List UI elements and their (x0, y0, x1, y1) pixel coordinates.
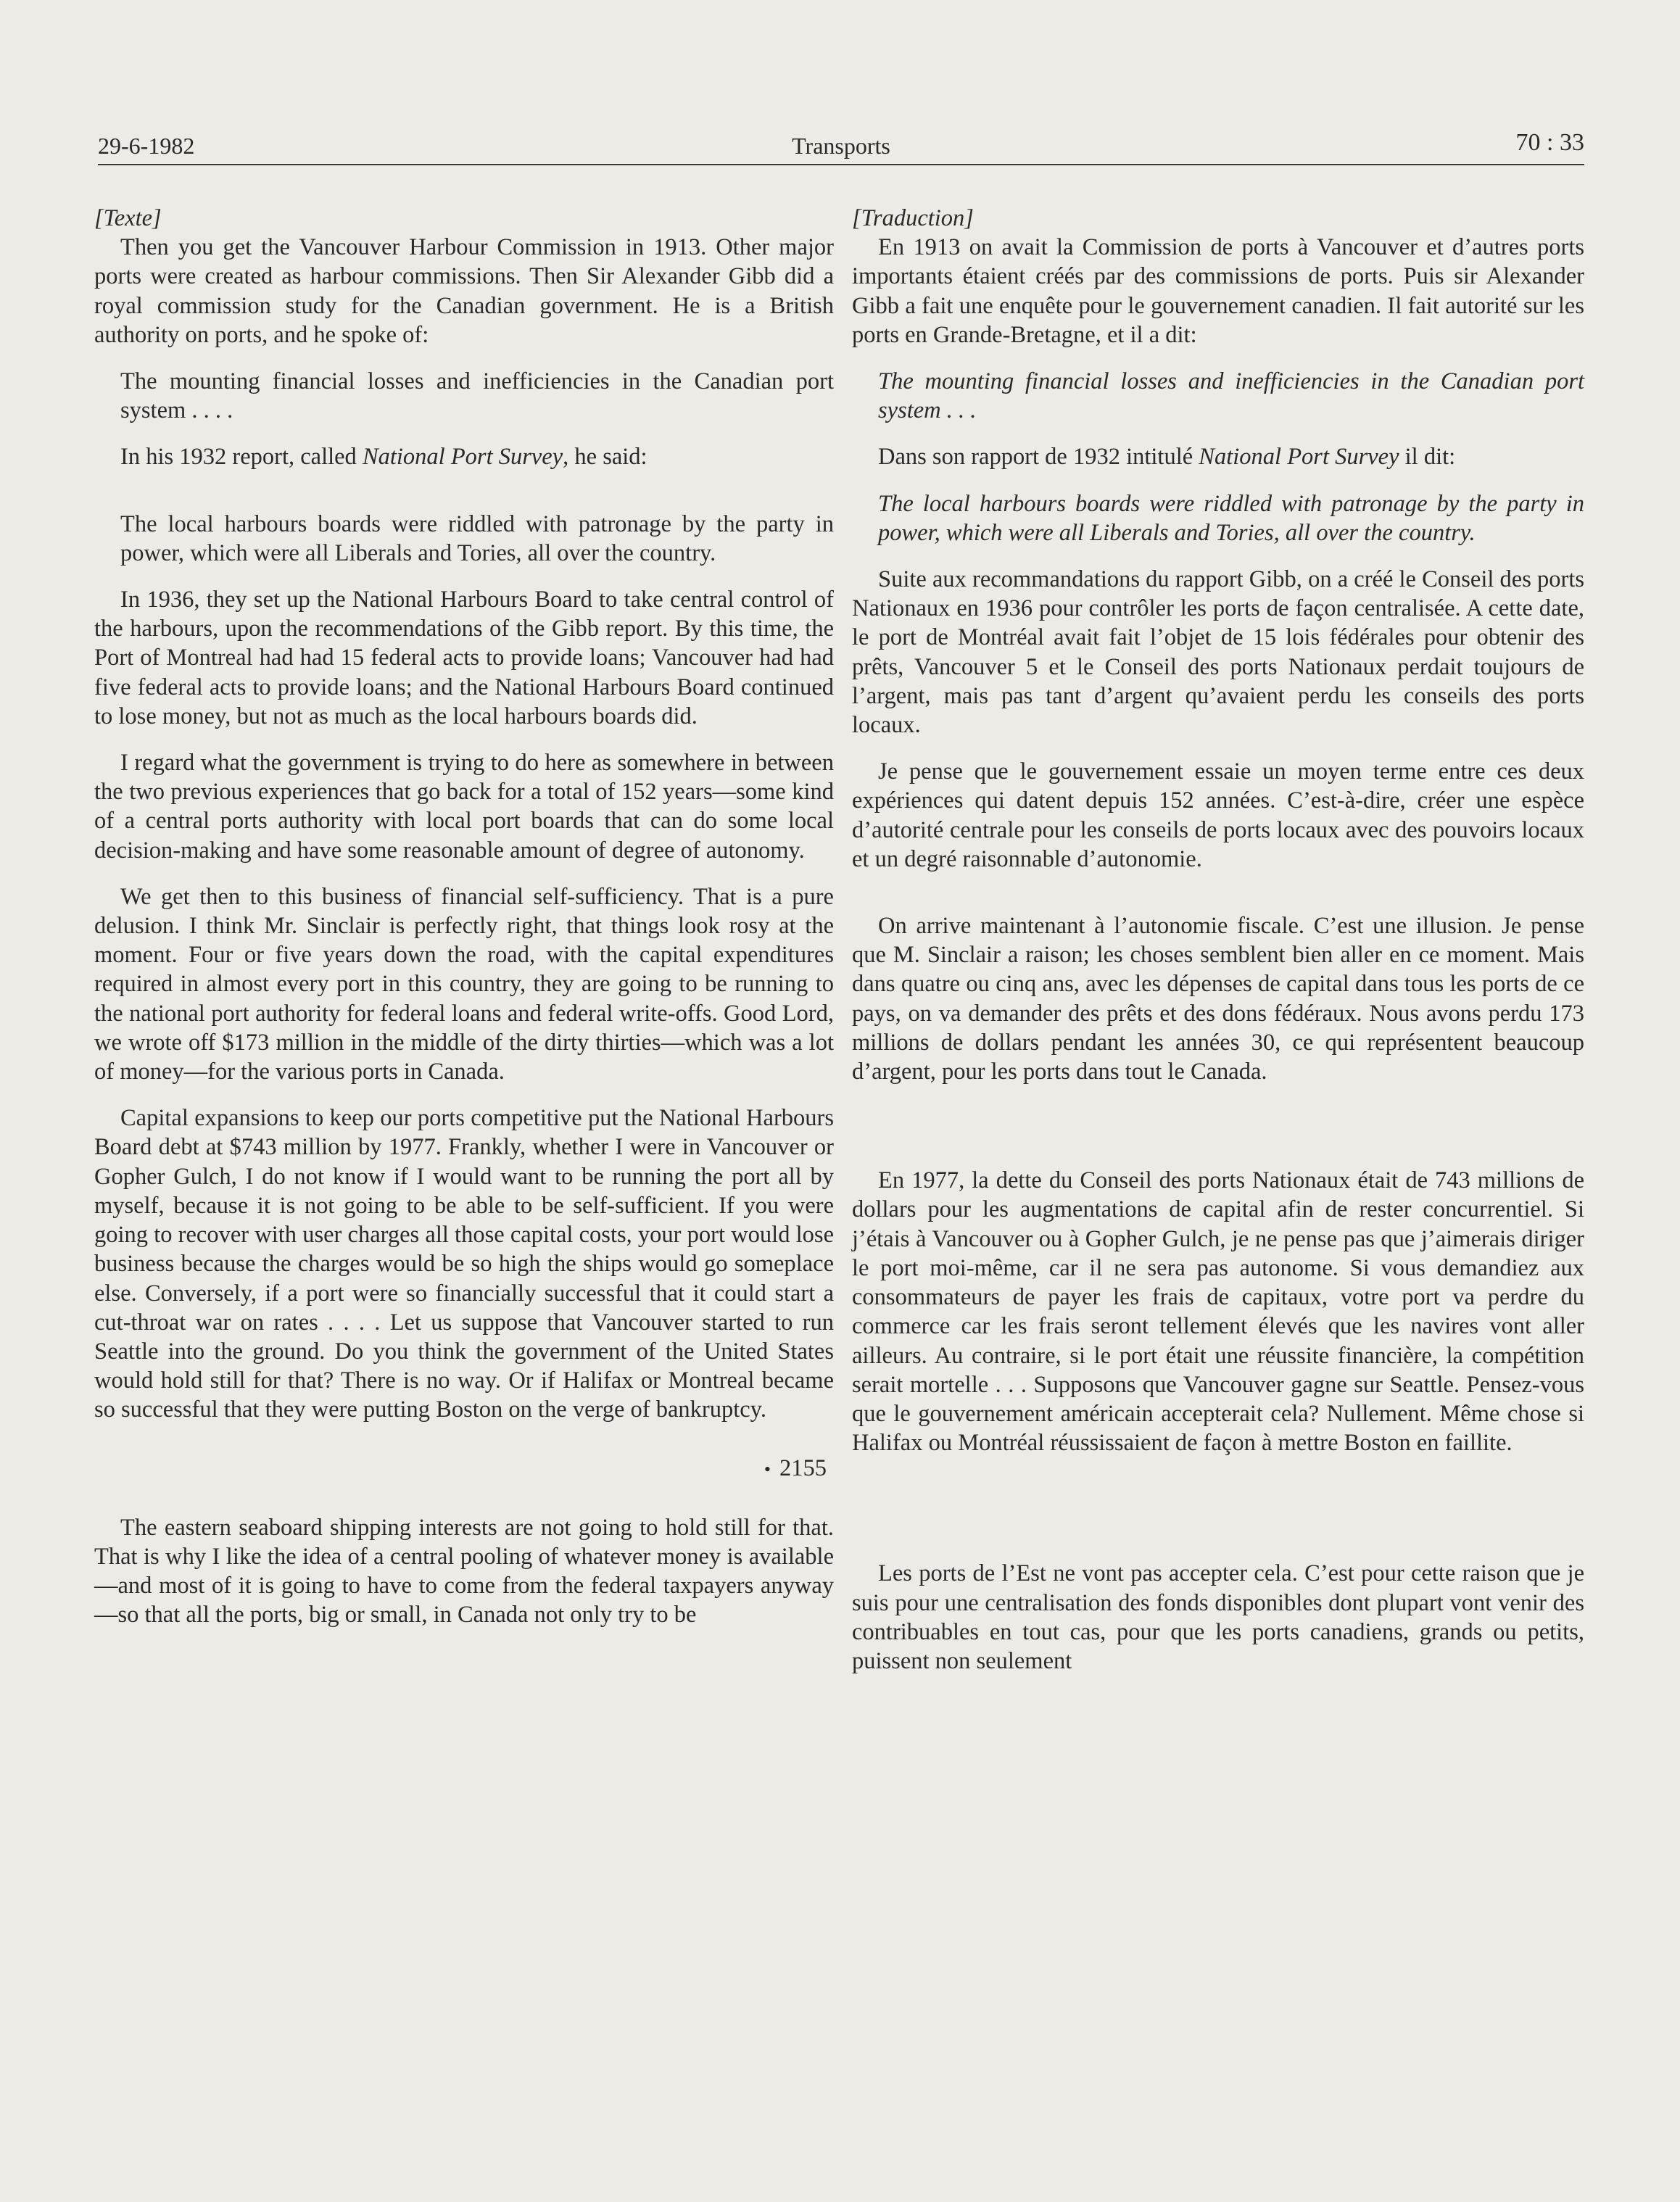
block-quote: The mounting financial losses and inefficiencies in the Canadian port system . . . (878, 368, 1584, 424)
paragraph: I regard what the government is trying to do here as somewhere in between the two previous experiences that go back for a total of 152 years—some kind of a central ports authority with local port boards that can do some local decision-making and have some reasonable amount of degree of autonomy. (94, 750, 834, 864)
bullet-icon: • (764, 1458, 771, 1480)
block-quote: The mounting financial losses and inefficiencies in the Canadian port system . . . . (120, 368, 834, 424)
paragraph: Capital expansions to keep our ports competitive put the National Harbours Board debt at $743 million by 1977. Frankly, whether I were in Vancouver or Gopher Gulch, I do not know if I would want to be running the port all by myself, because it is not going to be able to be self-sufficient. If you were going to recover with user charges all those capital costs, your port would lose business because the charges would be so high the ships would go someplace else. Conversely, if a port were so financially successful that it could start a cut-throat war on rates . . . . Let us suppose that Vancouver started to run Seattle into the ground. Do you think the government of the United States would hold still for that? There is no way. Or if Halifax or Montreal became so successful that they were putting Boston on the verge of bankruptcy. (94, 1105, 834, 1423)
paragraph: In 1936, they set up the National Harbours Board to take central control of the harbours, upon the recommendations of the Gibb report. By this time, the Port of Montreal had had 15 federal acts to provide loans; Vancouver had had five federal acts to provide loans; and the National Harbours Board continued to lose money, but not as much as the local harbours boards did. (94, 587, 834, 729)
paragraph: Suite aux recommandations du rapport Gibb, on a créé le Conseil des ports Nationaux en 1936 pour contrôler les ports de façon centralisée. A cette date, le port de Montréal avait fait l’objet de 15 lois fédérales pour obtenir des prêts, Vancouver 5 et le Conseil des ports Nationaux perdait toujours de l’argent, mais pas tant d’argent qu’avaient perdu les conseils des ports locaux. (852, 566, 1584, 739)
paragraph-text: , he said: (563, 444, 647, 471)
paragraph: En 1913 on avait la Commission de ports à Vancouver et d’autres ports importants étaient créés par des commissions de ports. Puis sir Alexander Gibb a fait une enquête pour le gouvernement canadien. Il fait autorité sur les ports en Grande-Bretagne, et il a dit: (852, 234, 1584, 348)
paragraph (852, 442, 1584, 471)
block-quote: The local harbours boards were riddled with patronage by the party in power, which were all Liberals and Tories, all over the country. (120, 510, 834, 566)
column-label: [Traduction] (852, 205, 974, 231)
paragraph: Je pense que le gouvernement essaie un moyen terme entre ces deux expériences qui datent depuis 152 années. C’est-à-dire, créer une espèce d’autorité centrale pour les conseils de ports locaux avec des pouvoirs locaux et un degré raisonnable d’autonomie. (852, 758, 1584, 872)
paragraph: En 1977, la dette du Conseil des ports Nationaux était de 743 millions de dollars pour les augmentations de capital afin de rester concurrentiel. Si j’étais à Vancouver ou à Gopher Gulch, je ne pense pas que j’aimerais diriger le port moi-même, car il ne sera pas autonome. Si vous demandiez aux consommateurs de payer les frais de capitaux, votre port va perdre du commerce car les frais seront tellement élevés que les navires vont aller ailleurs. Au contraire, si le port était une réussite financière, la compétition serait mortelle . . . Supposons que Vancouver gagne sur Seattle. Pensez-vous que le gouvernement américain accepterait cela? Nullement. Même chose si Halifax ou Montréal réussissaient de façon à mettre Boston en faillite. (852, 1167, 1584, 1457)
column-label: [Texte] (94, 205, 162, 231)
paragraph: We get then to this business of financial self-sufficiency. That is a pure delusion. I think Mr. Sinclair is perfectly right, that things look rosy at the moment. Four or five years down the road, with the capital expenditures required in almost every port in this country, they are going to be running to the national port authority for federal loans and federal write-offs. Good Lord, we wrote off $173 million in the middle of the dirty thirties—which was a lot of money—for the various ports in Canada. (94, 883, 834, 1085)
page-header (98, 125, 1584, 165)
paragraph (94, 442, 834, 471)
right-column-text (852, 204, 1584, 2045)
paragraph: The eastern seaboard shipping interests are not going to hold still for that. That is why I like the idea of a central pooling of whatever money is available—and most of it is going to have to come from the federal taxpayers anyway—so that all the ports, big or small, in Canada not only try to be (94, 1514, 834, 1628)
paragraph-text: Dans son rapport de 1932 intitulé (878, 444, 1199, 471)
header-rule (98, 164, 1584, 165)
paragraph-text: In his 1932 report, called (120, 444, 363, 471)
time-marker (94, 1454, 834, 1484)
marker-number: 2155 (779, 1454, 827, 1481)
header-title: Transports (792, 133, 890, 159)
header-date: 29-6-1982 (98, 133, 195, 159)
report-title: National Port Survey (1199, 444, 1399, 471)
paragraph-text: il dit: (1399, 444, 1456, 471)
left-column-text (94, 204, 834, 2045)
block-quote: The local harbours boards were riddled with patronage by the party in power, which were all Liberals and Tories, all over the country. (878, 490, 1584, 546)
paragraph: Les ports de l’Est ne vont pas accepter cela. C’est pour cette raison que je suis pour une centralisation des fonds disponibles dont plupart vont venir des contribuables en tout cas, pour que les ports canadiens, grands ou petits, puissent non seulement (852, 1560, 1584, 1674)
report-title: National Port Survey (362, 444, 563, 471)
paragraph: Then you get the Vancouver Harbour Commission in 1913. Other major ports were created as harbour commissions. Then Sir Alexander Gibb did a royal commission study for the Canadian government. He is a British authority on ports, and he spoke of: (94, 234, 834, 348)
paragraph: On arrive maintenant à l’autonomie fiscale. C’est une illusion. Je pense que M. Sinclair a raison; les choses semblent bien aller en ce moment. Mais dans quatre ou cinq ans, avec les dépenses de capital dans tous les ports de ce pays, on va demander des prêts et des dons fédéraux. Nous avons perdu 173 millions de dollars pendant les années 30, ce qui représentent beaucoup d’argent, pour les ports dans tout le Canada. (852, 913, 1584, 1085)
header-page-number: 70 : 33 (1515, 129, 1584, 156)
